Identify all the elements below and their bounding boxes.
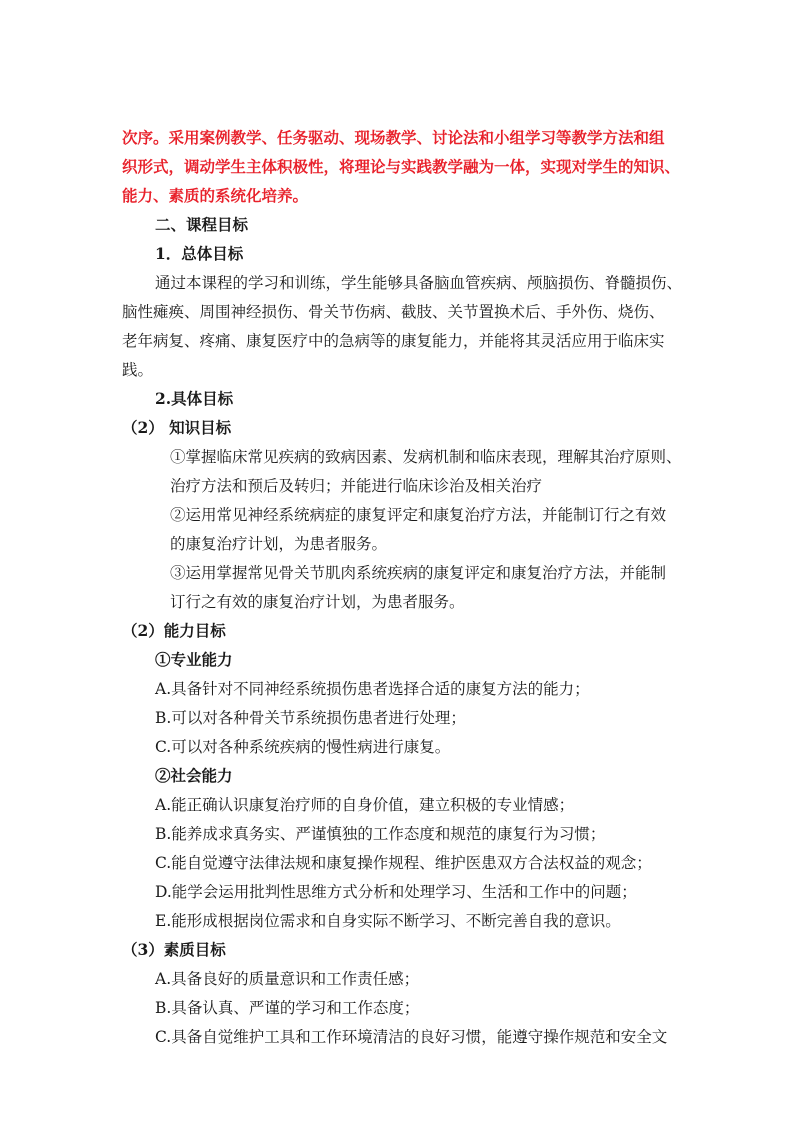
professional-heading: ①专业能力 [155, 650, 233, 669]
section-title: 二、课程目标 [155, 215, 249, 234]
quality-line: B.具备认真、严谨的学习和工作态度； [155, 999, 420, 1017]
knowledge-heading: （2） 知识目标 [122, 418, 232, 437]
intro-line: 织形式，调动学生主体积极性，将理论与实践教学融为一体，实现对学生的知识、 [122, 157, 681, 176]
intro-line: 次序。采用案例教学、任务驱动、现场教学、讨论法和小组学习等教学方法和组 [122, 128, 665, 147]
social-line: B.能养成求真务实、严谨慎独的工作态度和规范的康复行为习惯； [155, 825, 606, 843]
social-line: D.能学会运用批判性思维方式分析和处理学习、生活和工作中的问题； [155, 883, 637, 901]
overall-line: 践。 [122, 361, 154, 379]
overall-line: 脑性瘫痪、周围神经损伤、骨关节伤病、截肢、关节置换术后、手外伤、烧伤、 [122, 303, 665, 321]
overall-heading: 1．总体目标 [155, 244, 244, 263]
quality-line: A.具备良好的质量意识和工作责任感； [155, 970, 420, 988]
overall-line: 老年病复、疼痛、康复医疗中的急病等的康复能力，并能将其灵活应用于临床实 [122, 332, 665, 350]
professional-line: A.具备针对不同神经系统损伤患者选择合适的康复方法的能力； [155, 680, 590, 698]
professional-line: C.可以对各种系统疾病的慢性病进行康复。 [155, 738, 451, 756]
knowledge-line: 的康复治疗计划，为患者服务。 [170, 535, 388, 553]
social-heading: ②社会能力 [155, 766, 233, 785]
knowledge-line: ①掌握临床常见疾病的致病因素、发病机制和临床表现，理解其治疗原则、 [170, 448, 682, 466]
knowledge-line: 治疗方法和预后及转归；并能进行临床诊治及相关治疗 [170, 477, 543, 495]
specific-heading: 2.具体目标 [155, 389, 234, 408]
social-line: C.能自觉遵守法律法规和康复操作规程、维护医患双方合法权益的观念； [155, 854, 652, 872]
overall-line: 通过本课程的学习和训练，学生能够具备脑血管疾病、颅脑损伤、脊髓损伤、 [155, 274, 683, 292]
intro-line: 能力、素质的系统化培养。 [122, 186, 309, 205]
social-line: E.能形成根据岗位需求和自身实际不断学习、不断完善自我的意识。 [155, 912, 621, 930]
ability-heading: （2）能力目标 [122, 621, 226, 640]
social-line: A.能正确认识康复治疗师的自身价值，建立积极的专业情感； [155, 796, 575, 814]
knowledge-line: 订行之有效的康复治疗计划，为患者服务。 [170, 593, 465, 611]
professional-line: B.可以对各种骨关节系统损伤患者进行处理； [155, 709, 466, 727]
knowledge-line: ③运用掌握常见骨关节肌肉系统疾病的康复评定和康复治疗方法，并能制 [170, 564, 667, 582]
quality-line: C.具备自觉维护工具和工作环境清洁的良好习惯，能遵守操作规范和安全文 [155, 1028, 668, 1046]
knowledge-line: ②运用常见神经系统病症的康复评定和康复治疗方法，并能制订行之有效 [170, 506, 667, 524]
quality-heading: （3）素质目标 [122, 940, 226, 959]
